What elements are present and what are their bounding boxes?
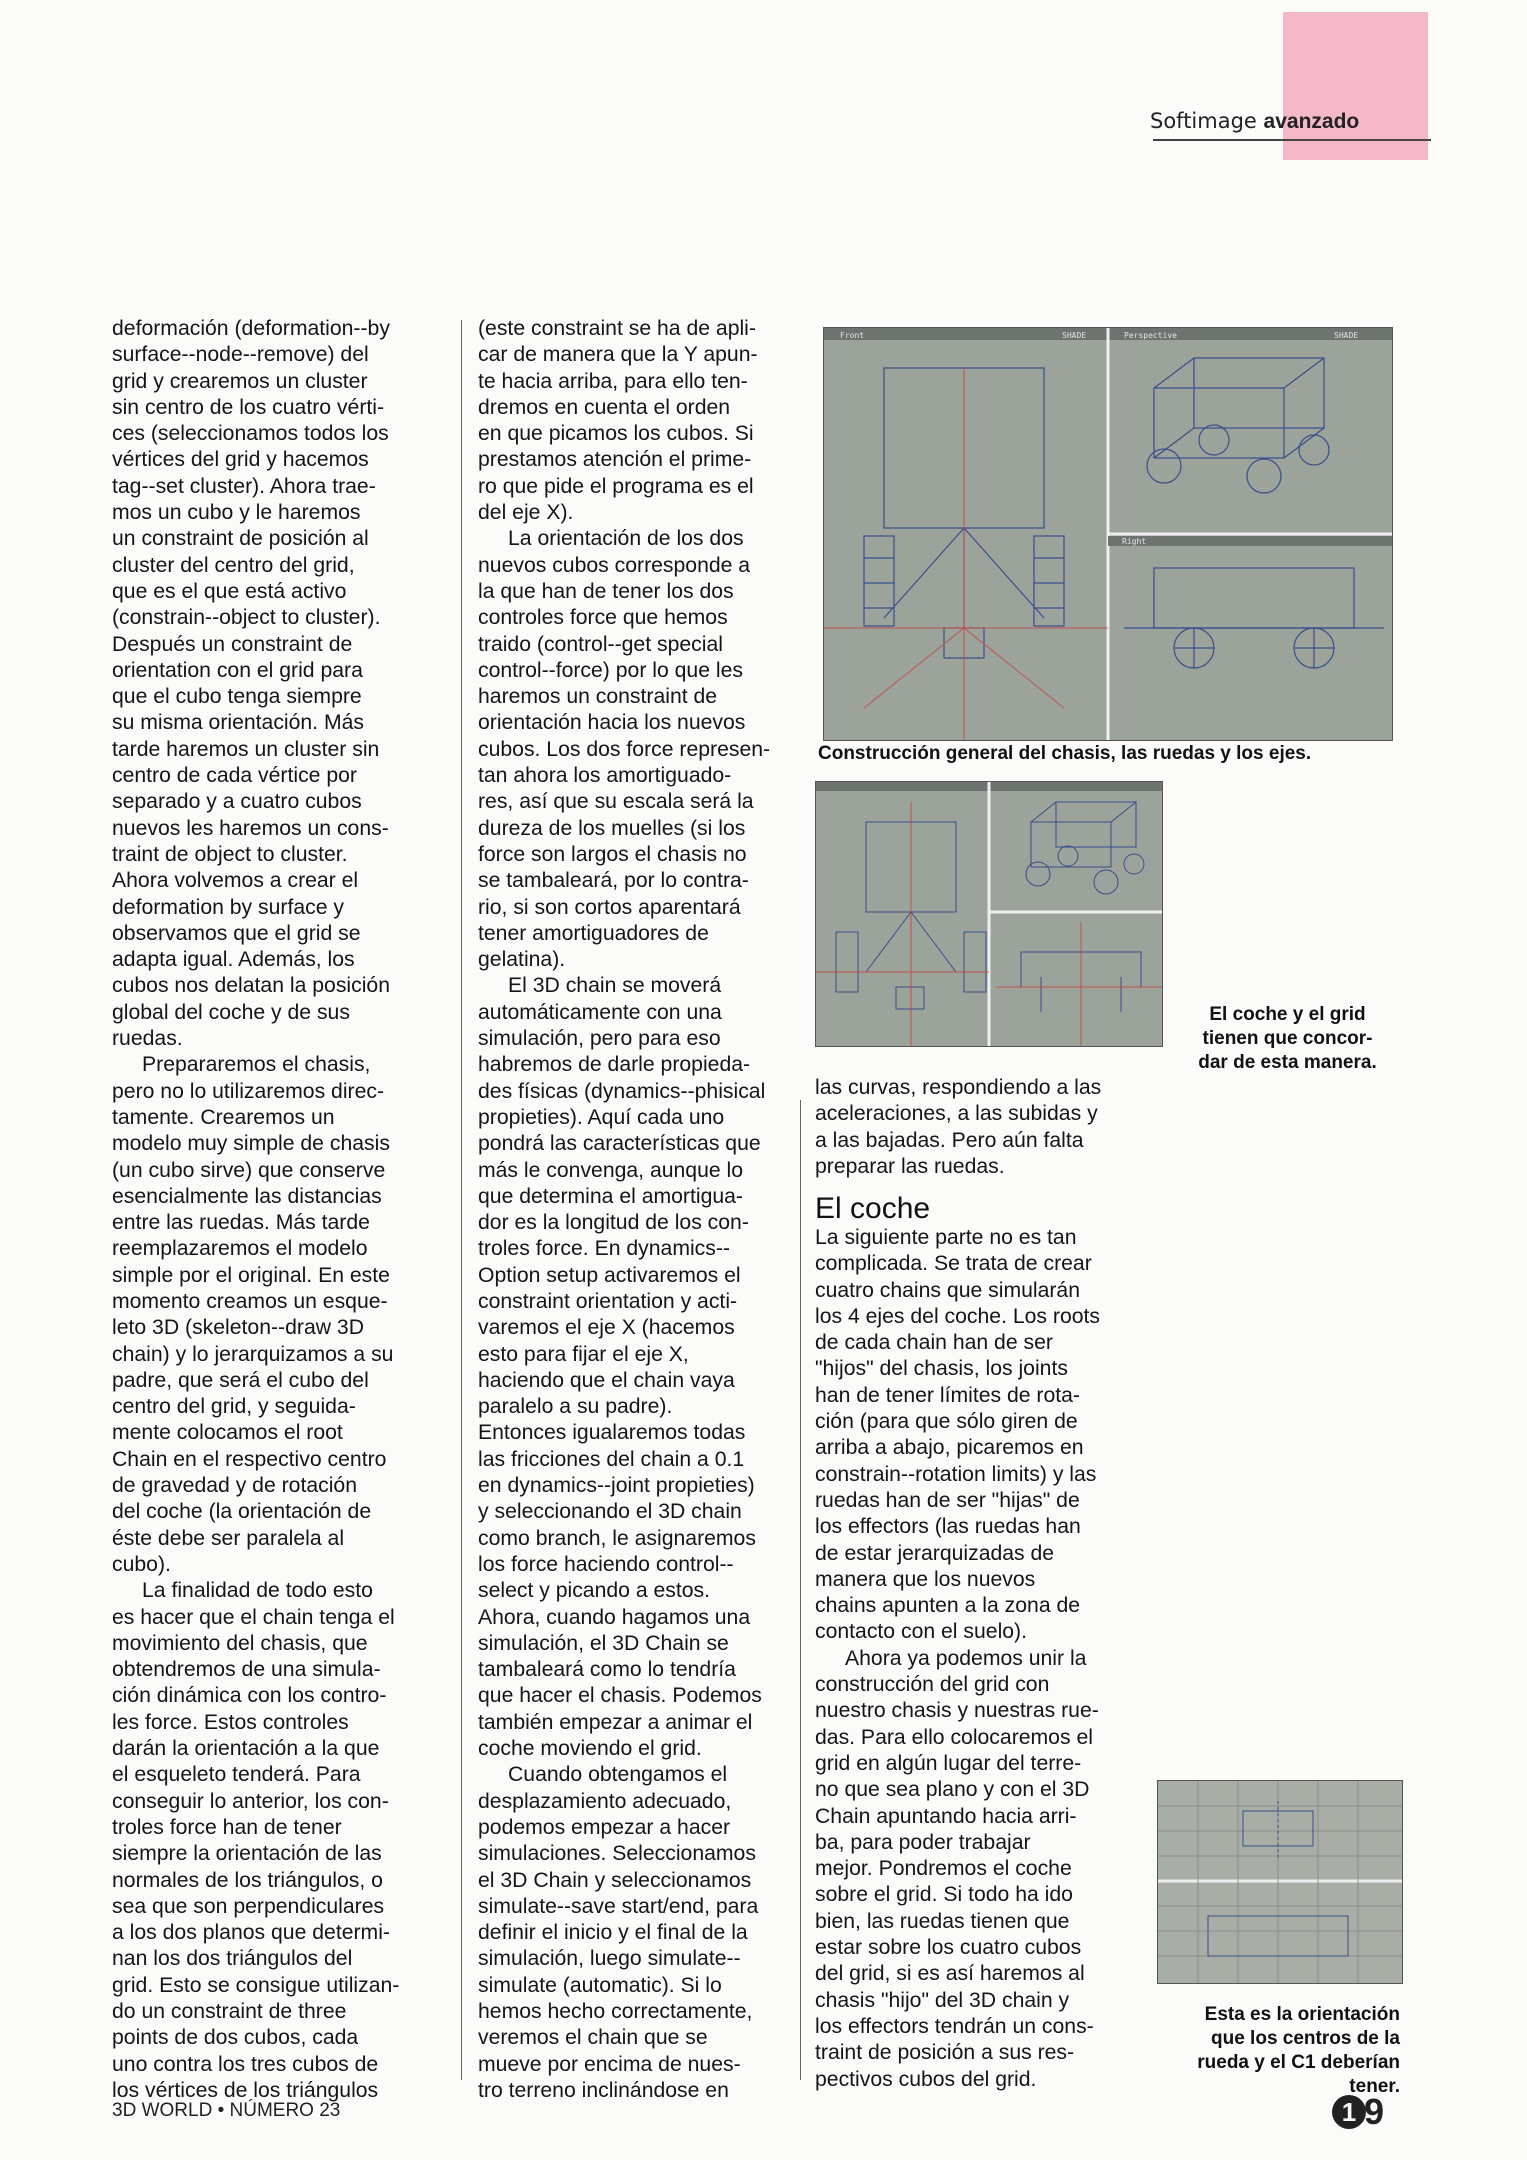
article-column-3-top — [815, 1075, 1145, 1180]
text-line: automáticamente con una — [478, 1000, 722, 1024]
text-line: Ahora, cuando hagamos una — [478, 1605, 751, 1629]
text-line: no que sea plano y con el 3D — [815, 1778, 1090, 1802]
text-line: como branch, le asignaremos — [478, 1526, 756, 1550]
text-line: modelo muy simple de chasis — [112, 1132, 390, 1156]
footer-magazine-issue: 3D WORLD • NÚMERO 23 — [112, 2100, 341, 2121]
text-line: centro del grid, y seguida- — [112, 1395, 356, 1419]
text-line: la que han de tener los dos — [478, 579, 734, 603]
text-line: El 3D chain se moverá — [508, 974, 722, 998]
text-line: Prepararemos el chasis, — [142, 1053, 371, 1077]
text-line: que hacer el chasis. Podemos — [478, 1684, 762, 1708]
text-line: del grid, si es así haremos al — [815, 1962, 1085, 1986]
text-line: vértices del grid y hacemos — [112, 448, 369, 472]
text-line: los vértices de los triángulos — [112, 2078, 379, 2102]
text-line: tan ahora los amortiguado- — [478, 764, 732, 788]
text-line: Ahora volvemos a crear el — [112, 869, 359, 893]
text-line: cubo). — [112, 1552, 171, 1576]
text-line: su misma orientación. Más — [112, 711, 364, 735]
text-line: arriba a abajo, picaremos en — [815, 1436, 1084, 1460]
text-line: separado y a cuatro cubos — [112, 790, 362, 814]
text-line: Option setup activaremos el — [478, 1263, 741, 1287]
text-line: La siguiente parte no es tan — [815, 1226, 1077, 1249]
text-line: complicada. Se trata de crear — [815, 1252, 1092, 1276]
text-line: obtendremos de una simula- — [112, 1658, 381, 1682]
text-line: sin centro de los cuatro vérti- — [112, 395, 385, 419]
text-line: mente colocamos el root — [112, 1421, 343, 1445]
text-line: simulate (automatic). Si lo — [478, 1973, 722, 1997]
text-line: dremos en cuenta el orden — [478, 395, 731, 419]
text-line: los effectors (las ruedas han — [815, 1515, 1081, 1539]
text-line: definir el inicio y el final de la — [478, 1921, 748, 1945]
column-rule-1 — [461, 320, 462, 2080]
text-line: ruedas han de ser "hijas" de — [815, 1488, 1080, 1512]
text-line: chains apunten a la zona de — [815, 1594, 1081, 1618]
text-line: chasis "hijo" del 3D chain y — [815, 1988, 1070, 2012]
page-number-digit-1: 1 — [1332, 2095, 1366, 2129]
text-line: La orientación de los dos — [508, 527, 744, 551]
text-line: troles force han de tener — [112, 1815, 342, 1839]
figure-2-caption — [1180, 1003, 1395, 1075]
text-line: nuevos les haremos un cons- — [112, 816, 389, 840]
text-line: se tambaleará, por lo contra- — [478, 869, 749, 893]
text-line: te hacia arriba, para ello ten- — [478, 369, 748, 393]
text-line: les force. Estos controles — [112, 1710, 349, 1734]
text-line: en dynamics--joint propieties) — [478, 1474, 755, 1498]
text-line: ruedas. — [112, 1027, 183, 1051]
text-line: do un constraint de three — [112, 2000, 347, 2023]
text-line: grid y crearemos un cluster — [112, 369, 368, 393]
text-line: de estar jerarquizadas de — [815, 1541, 1055, 1565]
text-line: sobre el grid. Si todo ha ido — [815, 1883, 1073, 1907]
text-line: pero no lo utilizaremos direc- — [112, 1079, 385, 1103]
text-line: tener amortiguadores de — [478, 921, 709, 945]
text-line: los effectors tendrán un cons- — [815, 2014, 1094, 2038]
text-line: mejor. Pondremos el coche — [815, 1857, 1072, 1881]
text-line: a las bajadas. Pero aún falta — [815, 1128, 1084, 1152]
text-line: "hijos" del chasis, los joints — [815, 1357, 1068, 1381]
text-line: estar sobre los cuatro cubos — [815, 1936, 1082, 1960]
text-line: el 3D Chain y seleccionamos — [478, 1868, 752, 1892]
article-column-1 — [112, 316, 452, 2104]
text-line: La finalidad de todo esto — [142, 1579, 373, 1603]
viewport-label-perspective: Perspective — [1124, 331, 1177, 340]
text-line: pondrá las características que — [478, 1132, 761, 1156]
text-line: Cuando obtengamos el — [508, 1763, 728, 1787]
text-line: hemos hecho correctamente, — [478, 2000, 753, 2023]
text-line: observamos que el grid se — [112, 921, 361, 945]
article-column-2 — [478, 316, 803, 2104]
text-line: los force haciendo control-- — [478, 1552, 734, 1576]
text-line: manera que los nuevos — [815, 1567, 1036, 1591]
text-line: en que picamos los cubos. Si — [478, 422, 754, 446]
text-line: haremos un constraint de — [478, 685, 718, 709]
section-title-el-coche: El coche — [815, 1192, 931, 1225]
text-line: tambaleará como lo tendría — [478, 1658, 736, 1682]
text-line: orientation con el grid para — [112, 658, 363, 682]
text-line: dor es la longitud de los con- — [478, 1211, 749, 1235]
text-line: simple por el original. En este — [112, 1263, 390, 1287]
text-line: cubos. Los dos force represen- — [478, 737, 771, 761]
text-line: tro terreno inclinándose en — [478, 2078, 729, 2102]
text-line: tamente. Crearemos un — [112, 1105, 335, 1129]
text-line: (constrain--object to cluster). — [112, 606, 381, 630]
text-line: Chain en el respectivo centro — [112, 1447, 387, 1471]
text-line: uno contra los tres cubos de — [112, 2052, 379, 2076]
text-line: bien, las ruedas tienen que — [815, 1909, 1070, 1933]
text-line: ción dinámica con los contro- — [112, 1684, 387, 1708]
text-line: que es el que está activo — [112, 579, 347, 603]
text-line: Entonces igualaremos todas — [478, 1421, 746, 1445]
figure-2-caption-line-1: El coche y el grid — [1209, 1004, 1366, 1025]
text-line: simulaciones. Seleccionamos — [478, 1842, 756, 1866]
text-line: pectivos cubos del grid. — [815, 2067, 1037, 2091]
text-line: del coche (la orientación de — [112, 1500, 372, 1524]
text-line: grid. Esto se consigue utilizan- — [112, 1973, 400, 1997]
text-line: centro de cada vértice por — [112, 764, 357, 788]
text-line: traint de object to cluster. — [112, 842, 348, 866]
text-line: rio, si son cortos aparentará — [478, 895, 741, 919]
text-line: el esqueleto tenderá. Para — [112, 1763, 361, 1787]
column-rule-2 — [800, 1100, 801, 2080]
text-line: padre, que será el cubo del — [112, 1368, 369, 1392]
text-line: cluster del centro del grid, — [112, 553, 355, 577]
text-line: Ahora ya podemos unir la — [845, 1646, 1087, 1670]
header-subsection: avanzado — [1263, 110, 1360, 133]
figure-3-caption-line-4: tener. — [1349, 2076, 1400, 2097]
text-line: nuevos cubos corresponde a — [478, 553, 751, 577]
viewport-label-shade-2: SHADE — [1334, 331, 1359, 340]
text-line: controles force que hemos — [478, 606, 728, 630]
text-line: points de dos cubos, cada — [112, 2026, 359, 2050]
text-line: chain) y lo jerarquizamos a su — [112, 1342, 394, 1366]
text-line: movimiento del chasis, que — [112, 1631, 368, 1655]
text-line: nuestro chasis y nuestras rue- — [815, 1699, 1099, 1723]
page-header — [1150, 104, 1390, 138]
text-line: las fricciones del chain a 0.1 — [478, 1447, 745, 1471]
text-line: veremos el chain que se — [478, 2026, 708, 2050]
page-number — [1332, 2093, 1404, 2133]
figure-car-grid-viewports — [815, 781, 1163, 1047]
text-line: simulación, luego simulate-- — [478, 1947, 741, 1971]
text-line: traido (control--get special — [478, 632, 723, 656]
text-line: las curvas, respondiendo a las — [815, 1076, 1102, 1099]
text-line: mos un cubo y le haremos — [112, 501, 361, 525]
header-rule — [1153, 139, 1431, 141]
text-line: deformación (deformation--by — [112, 317, 390, 340]
text-line: reemplazaremos el modelo — [112, 1237, 368, 1261]
viewport-label-front: Front — [840, 331, 865, 340]
text-line: construcción del grid con — [815, 1673, 1050, 1697]
text-line: tag--set cluster). Ahora trae- — [112, 474, 376, 498]
text-line: simulación, pero para eso — [478, 1027, 721, 1051]
text-line: coche moviendo el grid. — [478, 1737, 702, 1761]
text-line: traint de posición a sus res- — [815, 2041, 1075, 2065]
text-line: propieties). Aquí cada uno — [478, 1105, 725, 1129]
text-line: Chain apuntando hacia arri- — [815, 1804, 1077, 1828]
figure-chassis-viewports — [823, 327, 1393, 741]
text-line: select y picando a estos. — [478, 1579, 711, 1603]
text-line: cuatro chains que simularán — [815, 1278, 1080, 1302]
text-line: car de manera que la Y apun- — [478, 343, 758, 367]
text-line: de cada chain han de ser — [815, 1331, 1053, 1355]
text-line: sea que son perpendiculares — [112, 1894, 385, 1918]
text-line: deformation by surface y — [112, 895, 344, 919]
text-line: de gravedad y de rotación — [112, 1474, 358, 1498]
text-line: ces (seleccionamos todos los — [112, 422, 389, 446]
text-line: que el cubo tenga siempre — [112, 685, 362, 709]
text-line: tarde haremos un cluster sin — [112, 737, 380, 761]
text-line: momento creamos un esque- — [112, 1289, 388, 1313]
text-line: del eje X). — [478, 501, 574, 525]
text-line: éste debe ser paralela al — [112, 1526, 345, 1550]
text-line: también empezar a animar el — [478, 1710, 753, 1734]
text-line: cubos nos delatan la posición — [112, 974, 390, 998]
text-line: los 4 ejes del coche. Los roots — [815, 1304, 1101, 1328]
text-line: han de tener límites de rota- — [815, 1383, 1080, 1407]
text-line: habremos de darle propieda- — [478, 1053, 751, 1077]
text-line: force son largos el chasis no — [478, 842, 747, 866]
text-line: simulación, el 3D Chain se — [478, 1631, 729, 1655]
text-line: orientación hacia los nuevos — [478, 711, 746, 735]
text-line: un constraint de posición al — [112, 527, 369, 551]
text-line: gelatina). — [478, 948, 566, 972]
header-section: Softimage — [1150, 109, 1257, 133]
text-line: constraint orientation y acti- — [478, 1289, 738, 1313]
text-line: ro que pide el programa es el — [478, 474, 754, 498]
text-line: desplazamiento adecuado, — [478, 1789, 732, 1813]
figure-3-caption-line-1: Esta es la orientación — [1204, 2004, 1400, 2025]
text-line: ba, para poder trabajar — [815, 1830, 1031, 1854]
text-line: varemos el eje X (hacemos — [478, 1316, 735, 1340]
text-line: surface--node--remove) del — [112, 343, 369, 367]
text-line: (un cubo sirve) que conserve — [112, 1158, 386, 1182]
figure-2-caption-line-3: dar de esta manera. — [1198, 1052, 1377, 1073]
text-line: des físicas (dynamics--phisical — [478, 1079, 766, 1103]
text-line: (este constraint se ha de apli- — [478, 317, 756, 340]
text-line: Después un constraint de — [112, 632, 353, 656]
text-line: simulate--save start/end, para — [478, 1894, 759, 1918]
text-line: mueve por encima de nues- — [478, 2052, 741, 2076]
text-line: esencialmente las distancias — [112, 1184, 382, 1208]
text-line: entre las ruedas. Más tarde — [112, 1211, 370, 1235]
text-line: preparar las ruedas. — [815, 1154, 1005, 1178]
text-line: global del coche y de sus — [112, 1000, 350, 1024]
figure-3-caption — [1150, 2003, 1400, 2099]
text-line: paralelo a su padre). — [478, 1395, 673, 1419]
viewport-label-shade-1: SHADE — [1062, 331, 1087, 340]
text-line: dureza de los muelles (si los — [478, 816, 746, 840]
text-line: más le convenga, aunque lo — [478, 1158, 744, 1182]
figure-3-caption-line-3: rueda y el C1 deberían — [1197, 2052, 1400, 2073]
text-line: y seleccionando el 3D chain — [478, 1500, 742, 1524]
text-line: conseguir lo anterior, los con- — [112, 1789, 389, 1813]
text-line: darán la orientación a la que — [112, 1737, 380, 1761]
text-line: adapta igual. Además, los — [112, 948, 355, 972]
figure-wheel-orientation — [1157, 1780, 1403, 1984]
text-line: res, así que su escala será la — [478, 790, 754, 814]
article-column-3-bottom — [815, 1225, 1145, 2093]
text-line: control--force) por lo que les — [478, 658, 743, 682]
text-line: aceleraciones, a las subidas y — [815, 1102, 1098, 1126]
text-line: das. Para ello colocaremos el — [815, 1725, 1093, 1749]
page-number-digit-2: 9 — [1364, 2091, 1385, 2132]
text-line: leto 3D (skeleton--draw 3D — [112, 1316, 364, 1340]
text-line: siempre la orientación de las — [112, 1842, 382, 1866]
text-line: troles force. En dynamics-- — [478, 1237, 730, 1261]
text-line: constrain--rotation limits) y las — [815, 1462, 1097, 1486]
text-line: prestamos atención el prime- — [478, 448, 752, 472]
viewport-label-right: Right — [1122, 537, 1147, 546]
text-line: contacto con el suelo). — [815, 1620, 1027, 1644]
figure-2-caption-line-2: tienen que concor- — [1202, 1028, 1373, 1049]
text-line: nan los dos triángulos del — [112, 1947, 353, 1971]
text-line: grid en algún lugar del terre- — [815, 1751, 1082, 1775]
text-line: normales de los triángulos, o — [112, 1868, 383, 1892]
text-line: es hacer que el chain tenga el — [112, 1605, 395, 1629]
text-line: haciendo que el chain vaya — [478, 1368, 735, 1392]
text-line: que determina el amortigua- — [478, 1184, 743, 1208]
text-line: a los dos planos que determi- — [112, 1921, 390, 1945]
figure-1-caption: Construcción general del chasis, las ruedas y los ejes. — [818, 743, 1312, 764]
text-line: esto para fijar el eje X, — [478, 1342, 689, 1366]
text-line: ción (para que sólo giren de — [815, 1410, 1078, 1434]
text-line: podemos empezar a hacer — [478, 1815, 731, 1839]
figure-3-caption-line-2: que los centros de la — [1211, 2028, 1400, 2049]
